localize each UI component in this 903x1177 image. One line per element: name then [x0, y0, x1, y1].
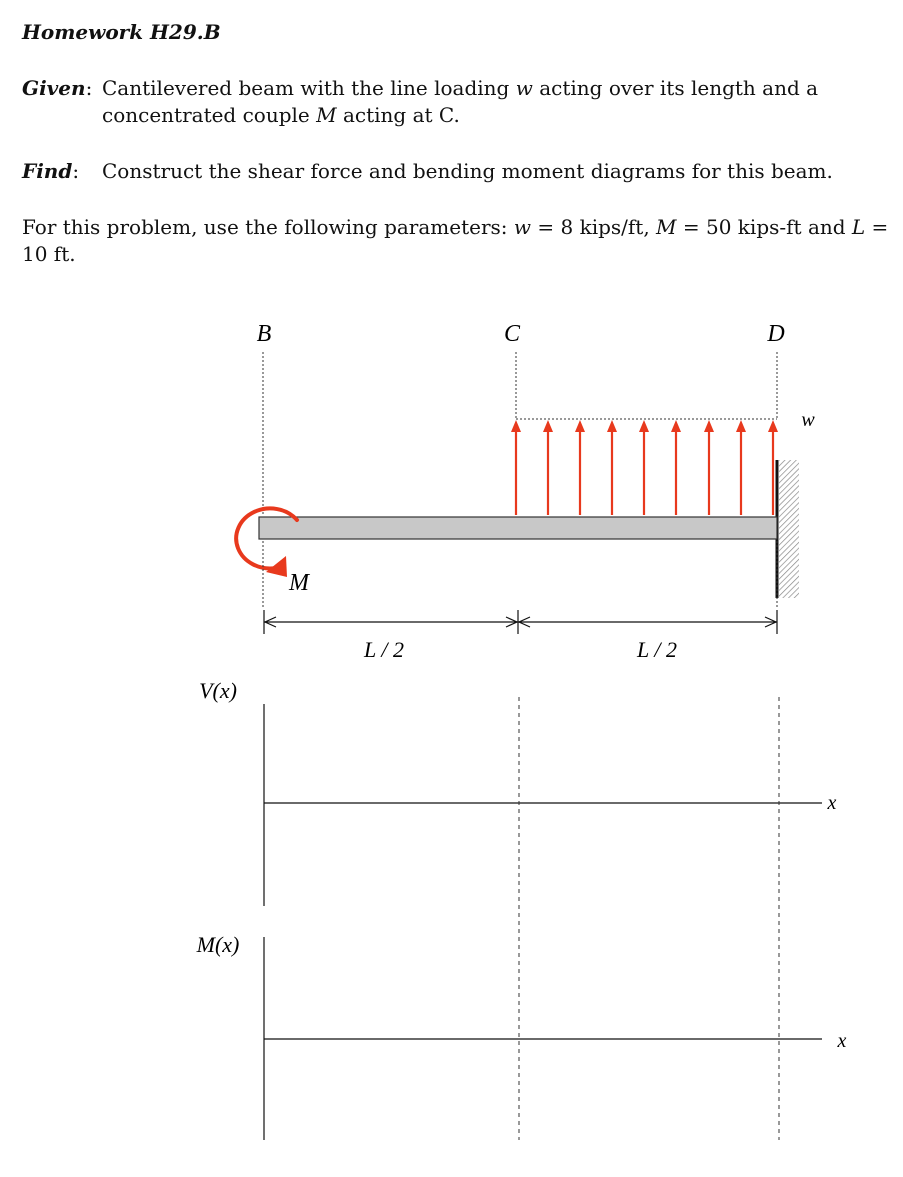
given-label-text: Given — [22, 76, 86, 100]
load-arrow-head — [607, 420, 617, 432]
couple-M-label: M — [289, 570, 309, 596]
params-w-symbol: w — [513, 215, 532, 239]
load-arrow-head — [671, 420, 681, 432]
given-l2-M: M — [316, 103, 337, 127]
dim-right-label: L / 2 — [637, 637, 677, 662]
point-C-label: C — [503, 321, 521, 347]
params-L-symbol: L — [851, 215, 866, 239]
load-arrow-head — [736, 420, 746, 432]
params-M-symbol: M — [656, 215, 677, 239]
params-w-value: = 8 kips/ft, — [531, 215, 657, 239]
params-line-2: 10 ft. — [22, 242, 76, 266]
load-arrow-head — [543, 420, 553, 432]
given-l1-w: w — [515, 76, 533, 100]
distributed-load-arrows — [511, 420, 778, 515]
find-label-text: Find — [22, 159, 73, 183]
given-l2-a: concentrated couple — [102, 103, 317, 127]
wall-hatch — [779, 460, 799, 598]
load-arrow-head — [768, 420, 778, 432]
given-colon: : — [85, 76, 93, 100]
dimension-line — [264, 610, 777, 634]
given-l1-a: Cantilevered beam with the line loading — [102, 76, 516, 100]
moment-axis-label: M(x) — [196, 932, 240, 957]
params-M-value: = 50 kips-ft and — [676, 215, 852, 239]
load-w-label: w — [801, 409, 815, 431]
problem-title: Homework H29.B — [22, 20, 221, 44]
params-intro: For this problem, use the following parameters: — [22, 215, 514, 239]
point-D-label: D — [767, 321, 785, 347]
find-colon: : — [72, 159, 80, 183]
given-l1-b: acting over its length and a — [532, 76, 819, 100]
params-L-equals: = — [865, 215, 889, 239]
load-arrow-head — [639, 420, 649, 432]
given-l2-b: acting at C. — [336, 103, 460, 127]
shear-axis-label: V(x) — [199, 678, 237, 703]
dim-left-label: L / 2 — [364, 637, 404, 662]
load-arrow-head — [704, 420, 714, 432]
load-arrow-head — [575, 420, 585, 432]
find-text: Construct the shear force and bending moment diagrams for this beam. — [102, 159, 833, 183]
beam — [259, 517, 777, 539]
moment-x-label: x — [837, 1030, 847, 1052]
load-arrow-head — [511, 420, 521, 432]
shear-x-label: x — [827, 792, 837, 814]
point-B-label: B — [256, 321, 272, 347]
